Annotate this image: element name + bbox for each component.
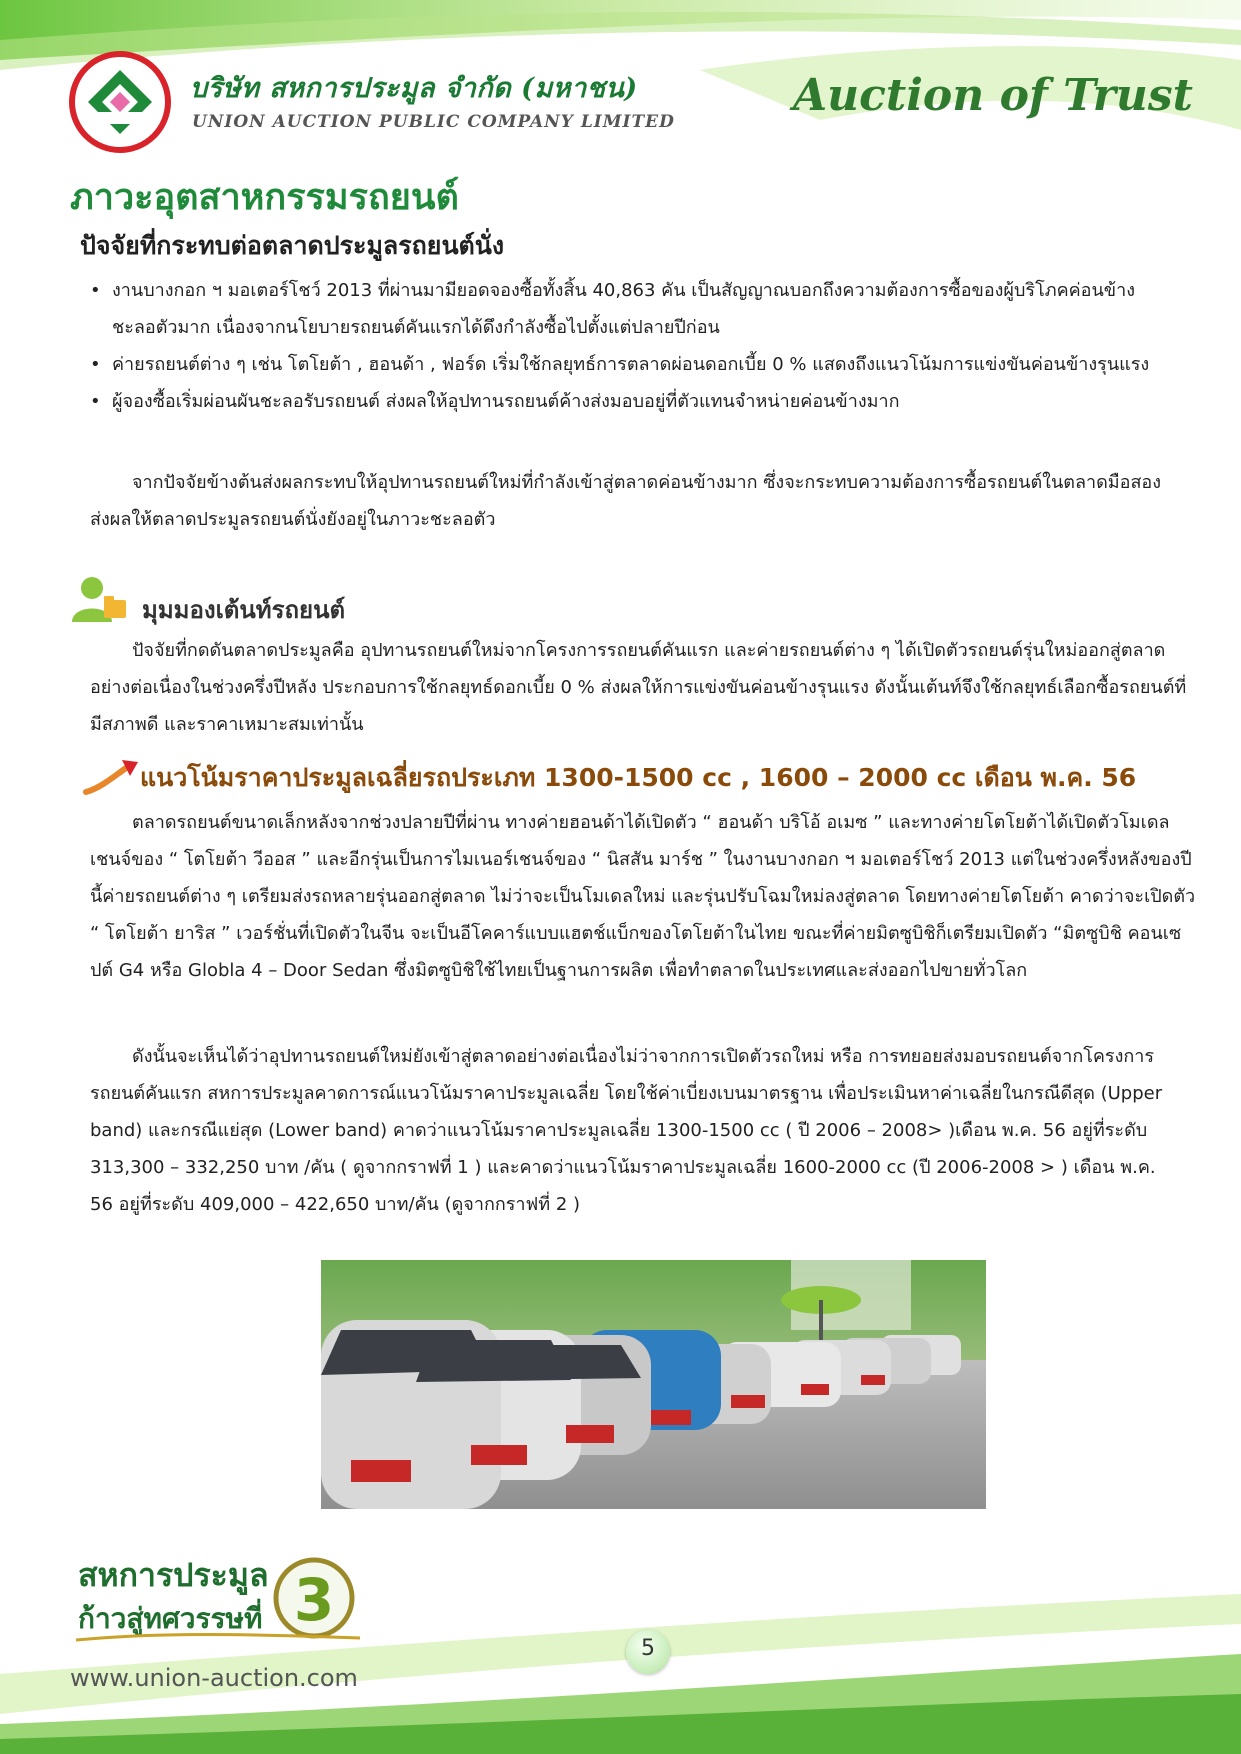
section3-paragraph-1: ตลาดรถยนต์ขนาดเล็กหลังจากช่วงปลายปีที่ผ่าน ทางค่ายฮอนด้าได้เปิดตัว “ ฮอนด้า บริโอ้ อเมซ ” และทางค่ายโตโยต้าได้เปิดตัวโมเดลเชนจ์ของ “ โตโยต้า วีออส ” และอีกรุ่นเป็นการไมเนอร์เชนจ์ของ “ นิสสัน มาร์ช ” ในงานบางกอก ฯ มอเตอร์โชว์ 2013 แต่ในช่วงครึ่งหลังของปีนี้ค่ายรถยนต์ต่าง ๆ เตรียมส่งรถหลายรุ่นออกสู่ตลาด ไม่ว่าจะเป็นโมเดลใหม่ และรุ่นปรับโฉมใหม่ลงสู่ตลาด โดยทางค่ายโตโยต้า คาดว่าจะเปิดตัว “ โตโยต้า ยาริส ” เวอร์ชั่นที่เปิดตัวในจีน จะเป็นอีโคคาร์แบบแฮตช์แบ็กของโตโยต้าในไทย ขณะที่ค่ายมิตซูบิชิก็เตรียมเปิดตัว “มิตซูบิชิ คอนเซปต์ G4 หรือ Globla 4 – Door Sedan ซึ่งมิตซูบิชิใช้ไทยเป็นฐานการผลิต เพื่อทำตลาดในประเทศและส่งออกไปขายทั่วโลก [90, 812, 1196, 981]
section3-title: แนวโน้มราคาประมูลเฉลี่ยรถประเภท 1300-1500 cc , 1600 – 2000 cc เดือน พ.ค. 56 [140, 763, 1137, 792]
badge-line2: ก้าวสู่ทศวรรษที่ [78, 1602, 263, 1635]
badge-line1: สหการประมูล [78, 1556, 269, 1594]
bullet-item: • ค่ายรถยนต์ต่าง ๆ เช่น โตโยต้า , ฮอนด้า , ฟอร์ด เริ่มใช้กลยุทธ์การตลาดผ่อนดอกเบี้ย 0 % แสดงถึงแนวโน้มการแข่งขันค่อนข้างรุนแรง [90, 346, 1160, 383]
company-logo [68, 50, 172, 154]
section2-title: มุมมองเต้นท์รถยนต์ [142, 596, 346, 624]
company-name-thai: บริษัท สหการประมูล จำกัด (มหาชน) [190, 73, 638, 104]
page-number: 5 [641, 1636, 655, 1661]
section3-paragraph-2: ดังนั้นจะเห็นได้ว่าอุปทานรถยนต์ใหม่ยังเข้าสู่ตลาดอย่างต่อเนื่องไม่ว่าจากการเปิดตัวรถใหม่ หรือ การทยอยส่งมอบรถยนต์จากโครงการรถยนต์คันแรก สหการประมูลคาดการณ์แนวโน้มราคาประมูลเฉลี่ย โดยใช้ค่าเบี่ยงเบนมาตรฐาน เพื่อประเมินหาค่าเฉลี่ยในกรณีดีสุด (Upper band) และกรณีแย่สุด (Lower band) คาดว่าแนวโน้มราคาประมูลเฉลี่ย 1300-1500 cc ( ปี 2006 – 2008> )เดือน พ.ค. 56 อยู่ที่ระดับ 313,300 – 332,250 บาท /คัน ( ดูจากกราฟที่ 1 ) และคาดว่าแนวโน้มราคาประมูลเฉลี่ย 1600-2000 cc (ปี 2006-2008 > ) เดือน พ.ค. 56 อยู่ที่ระดับ 409,000 – 422,650 บาท/คัน (ดูจากกราฟที่ 2 ) [90, 1046, 1163, 1215]
decade-badge-logo [70, 1540, 370, 1650]
section1-title: ปัจจัยที่กระทบต่อตลาดประมูลรถยนต์นั่ง [80, 231, 505, 260]
company-name-english: UNION AUCTION PUBLIC COMPANY LIMITED [192, 112, 675, 132]
factor-bullet-list [90, 272, 1160, 420]
parked-cars-photo [321, 1260, 986, 1509]
trend-up-arrow-icon [82, 758, 142, 798]
bullet-item: • งานบางกอก ฯ มอเตอร์โชว์ 2013 ที่ผ่านมามียอดจองซื้อทั้งสิ้น 40,863 คัน เป็นสัญญาณบอกถึงความต้องการซื้อของผู้บริโภคค่อนข้างชะลอตัวมาก เนื่องจากนโยบายรถยนต์คันแรกได้ดึงกำลังซื้อไปตั้งแต่ปลายปีก่อน [90, 272, 1160, 346]
section1-paragraph: จากปัจจัยข้างต้นส่งผลกระทบให้อุปทานรถยนต์ใหม่ที่กำลังเข้าสู่ตลาดค่อนข้างมาก ซึ่งจะกระทบความต้องการซื้อรถยนต์ในตลาดมือสอง ส่งผลให้ตลาดประมูลรถยนต์นั่งยังอยู่ในภาวะชะลอตัว [90, 472, 1162, 530]
section2-paragraph: ปัจจัยที่กดดันตลาดประมูลคือ อุปทานรถยนต์ใหม่จากโครงการรถยนต์คันแรก และค่ายรถยนต์ต่าง ๆ ได้เปิดตัวรถยนต์รุ่นใหม่ออกสู่ตลาดอย่างต่อเนื่องในช่วงครึ่งปีหลัง ประกอบการใช้กลยุทธ์ดอกเบี้ย 0 % ส่งผลให้การแข่งขันค่อนข้างรุนแรง ดังนั้นเต้นท์จึงใช้กลยุทธ์เลือกซื้อรถยนต์ที่มีสภาพดี และราคาเหมาะสมเท่านั้น [90, 640, 1187, 735]
website-link[interactable]: www.union-auction.com [70, 1664, 358, 1692]
bullet-item: • ผู้จองซื้อเริ่มผ่อนผันชะลอรับรถยนต์ ส่งผลให้อุปทานรถยนต์ค้างส่งมอบอยู่ที่ตัวแทนจำหน่ายค่อนข้างมาก [90, 383, 1160, 420]
person-folder-icon [68, 574, 130, 626]
badge-number: 3 [293, 1566, 335, 1634]
page-title: ภาวะอุตสาหกรรมรถยนต์ [70, 177, 459, 218]
tagline: Auction of Trust [792, 70, 1193, 121]
